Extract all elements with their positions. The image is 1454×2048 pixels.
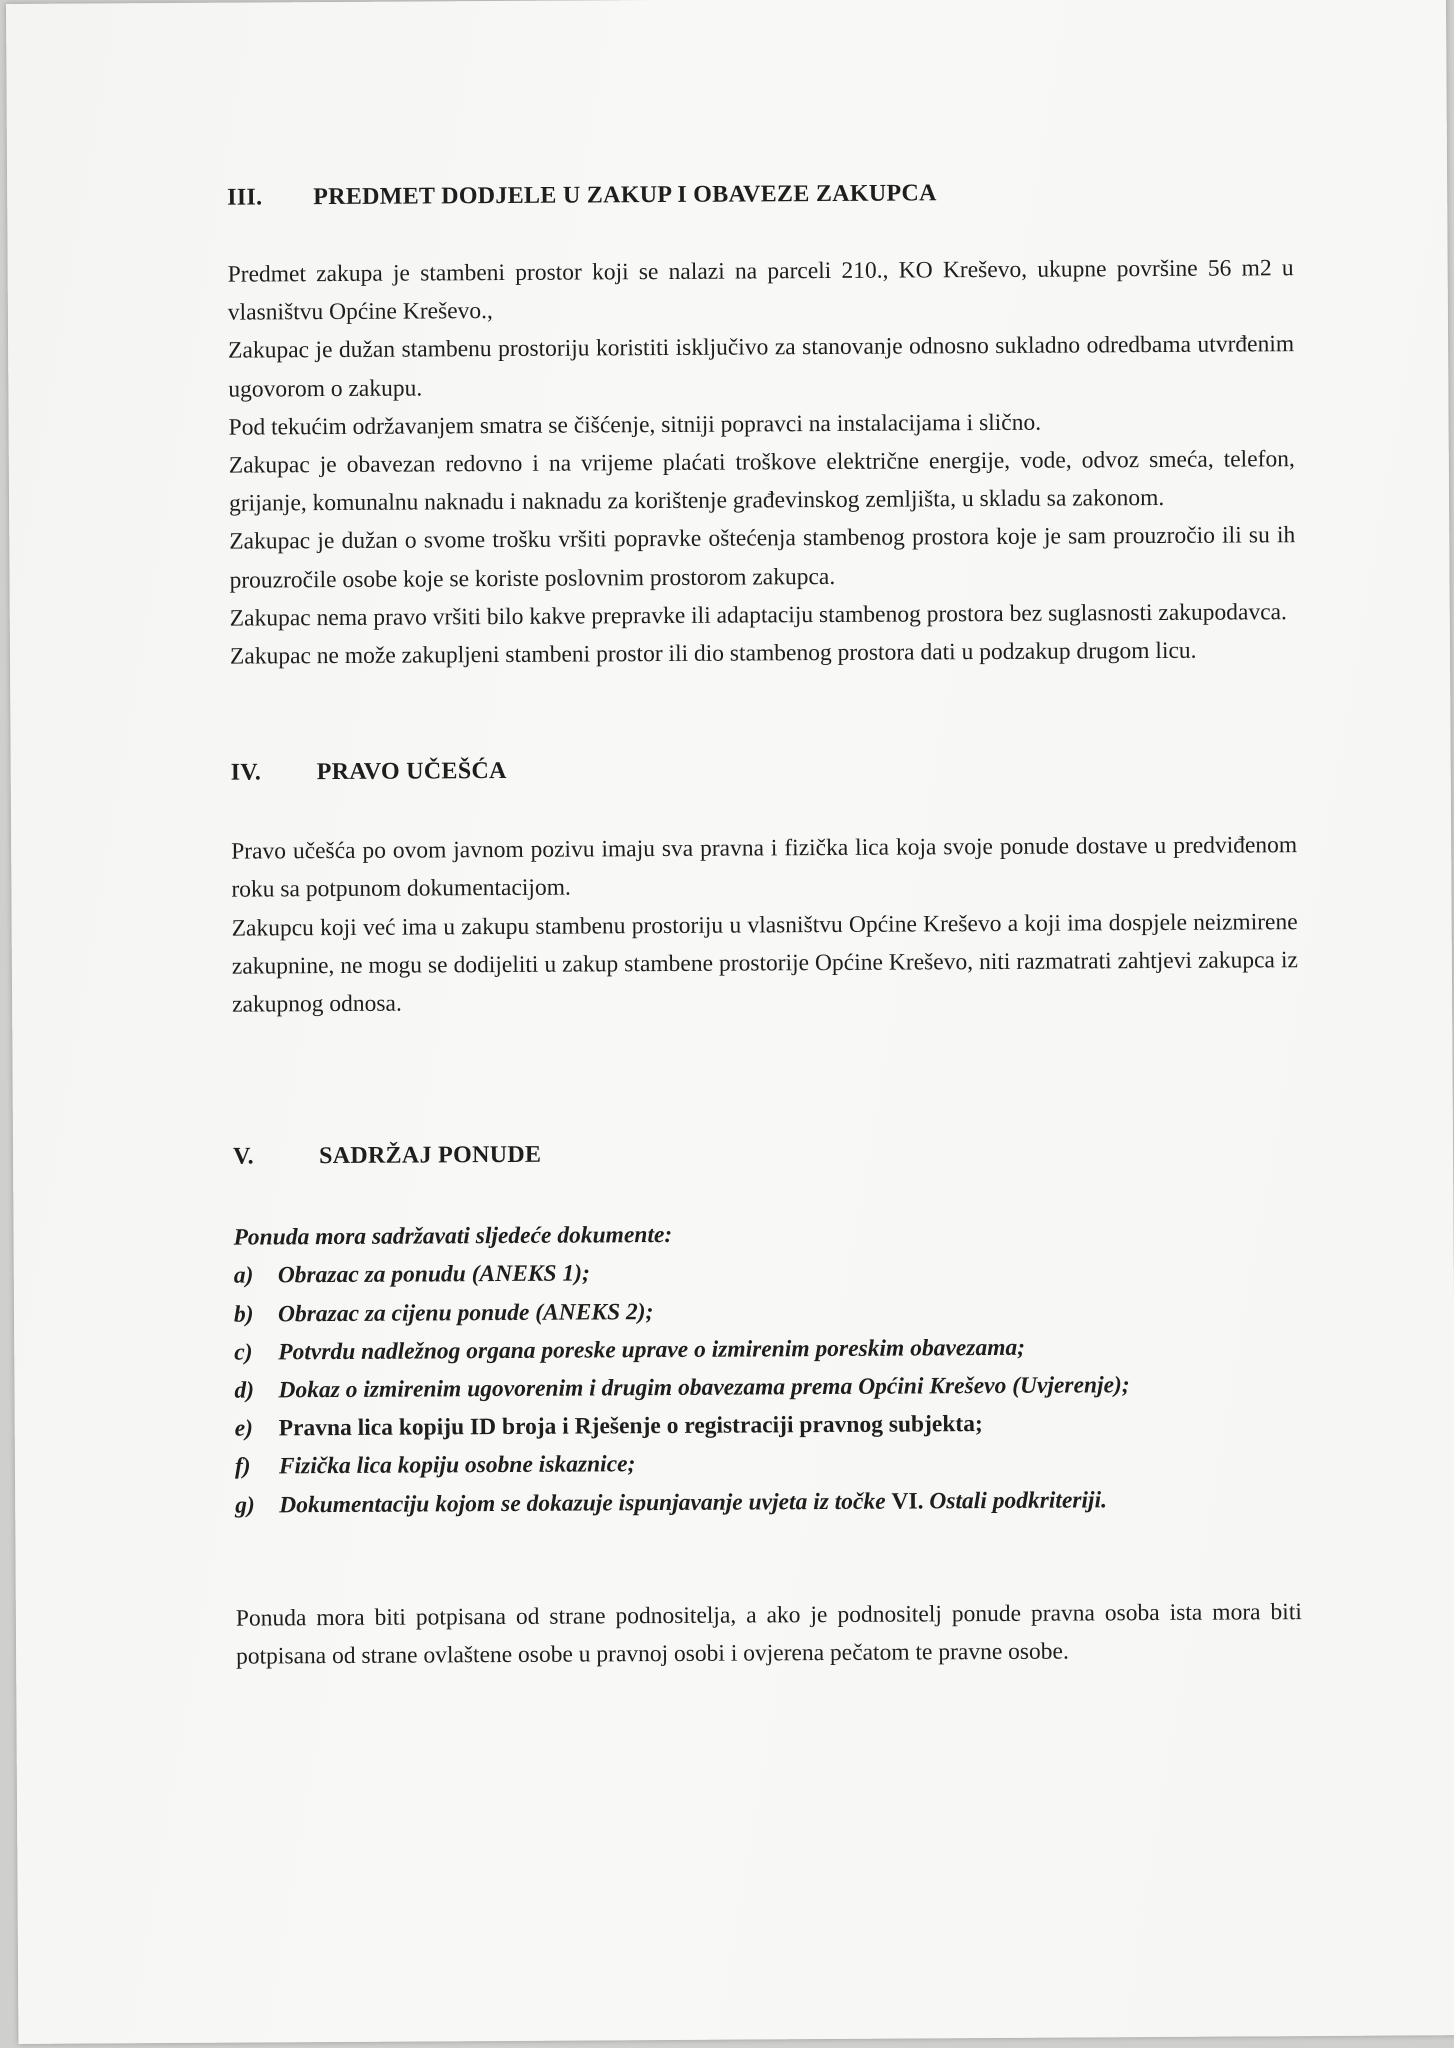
paragraph: Zakupac nema pravo vršiti bilo kakve prepravke ili adaptaciju stambenog prostora bez suglasnosti zakupodavca. [229,599,1287,632]
list-marker: g) [235,1492,255,1519]
list-marker: a) [233,1262,254,1290]
section-number: III. [227,184,263,211]
list-item-text: Obrazac za cijenu ponude (ANEKS 2); [277,1298,654,1328]
list-marker: b) [233,1301,254,1328]
document-list [234,1251,1302,1525]
paragraph: Zakupac ne može zakupljeni stambeni prostor ili dio stambenog prostora dati u podzakup drugom licu. [229,637,1197,670]
closing-paragraph: Ponuda mora biti potpisana od strane podnositelja, a ako je podnositelj ponude pravna osoba ista mora biti potpisana od strane ovlaštene osobe u pravnoj osobi i ovjerena pečatom te pravne osobe. [235,1598,1302,1670]
list-item-text-part: Ostali podkriteriji. [923,1486,1108,1515]
list-item-text: Pravna lica kopiju ID broja i Rješenje o registraciji pravnog subjekta; [278,1411,983,1442]
list-marker: e) [234,1415,254,1442]
list-item-text [279,1480,1301,1524]
list-item-text: Obrazac za ponudu (ANEKS 1); [277,1260,590,1289]
list-item [235,1442,1301,1487]
paragraph: Zakupcu koji već ima u zakupu stambenu prostoriju u vlasništvu Općine Kreševo a koji ima dospjele neizmirene zakupnine, ne mogu se dodijeliti u zakup stambene prostorije Općine Kreševo, niti razmatrati zahtjevi zakupca iz zakupnog odnosa. [231,908,1298,1018]
list-item [234,1327,1300,1372]
list-item [234,1251,1300,1296]
list-item-text: Fizička lica kopiju osobne iskaznice; [278,1451,636,1480]
paragraph: Pravo učešća po ovom javnom pozivu imaju sva pravna i fizička lica koja svoje ponude dostave u predviđenom roku sa potpunom dokumentacijom. [231,832,1298,904]
list-marker: c) [234,1339,253,1366]
list-item [234,1365,1300,1410]
paragraph: Predmet zakupa je stambeni prostor koji se nalazi na parceli 210., KO Kreševo, ukupne površine 56 m2 u vlasništvu Općine Kreševo., [227,255,1294,326]
list-item [234,1289,1300,1334]
list-marker: f) [234,1454,251,1481]
section-number: IV. [230,759,262,786]
list-marker: d) [234,1377,255,1404]
paragraph: Zakupac je obavezan redovno i na vrijeme plaćati troškove električne energije, vode, odvoz smeća, telefon, grijanje, komunalnu naknadu i naknadu za korištenje građevinskog zemljišta, u skladu sa zakonom. [228,446,1295,517]
section-title: SADRŽAJ PONUDE [318,1142,542,1170]
paragraph: Pod tekućim održavanjem smatra se čišćenje, sitniji popravci na instalacijama i slično. [228,409,1042,441]
list-item-text-part: Dokumentaciju kojom se dokazuje ispunjavanje uvjeta iz točke [279,1488,892,1519]
list-item-text-part: VI. [891,1488,924,1515]
list-intro: Ponuda mora sadržavati sljedeće dokumente: [233,1222,673,1251]
list-item [235,1480,1301,1525]
document-body [227,178,1302,1676]
list-item-text: Potvrdu nadležnog organa poreske uprave o izmirenim poreskim obavezama; [278,1334,1026,1366]
list-item-text: Dokaz o izmirenim ugovorenim i drugim obavezama prema Općini Kreševo (Uvjerenje); [278,1372,1130,1404]
list-item [235,1403,1301,1448]
section-title: PRAVO UČEŠĆA [316,758,507,786]
paragraph: Zakupac je dužan o svome trošku vršiti popravke oštećenja stambenog prostora koje je sam prouzročio ili su ih prouzročile osobe koje se koriste poslovnim prostorom zakupca. [229,522,1296,594]
section-number: V. [232,1143,254,1170]
document-page [6,0,1454,2044]
section-title: PREDMET DODJELE U ZAKUP I OBAVEZE ZAKUPCA [313,180,937,211]
paragraph: Zakupac je dužan stambenu prostoriju koristiti isključivo za stanovanje odnosno sukladno odredbama utvrđenim ugovorom o zakupu. [228,331,1295,403]
